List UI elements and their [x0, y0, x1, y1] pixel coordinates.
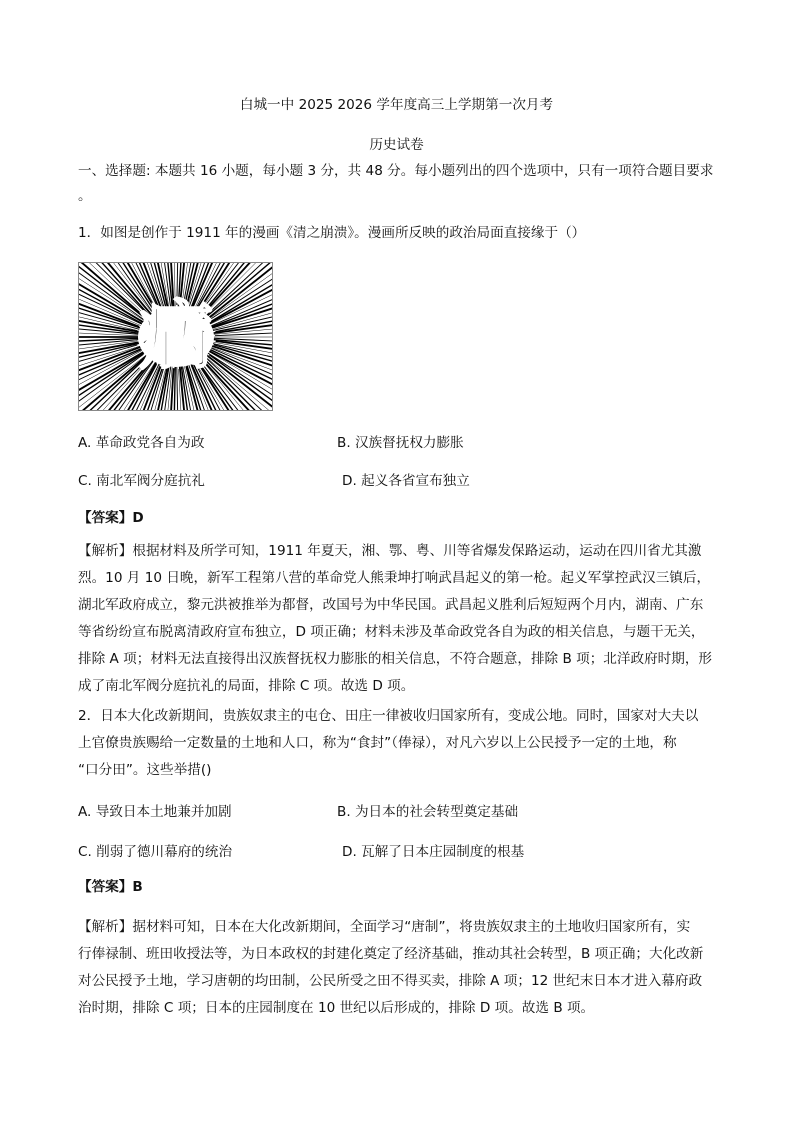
q2-answer: 【答案】B [78, 879, 143, 895]
question-1-stem: 1．如图是创作于 1911 年的漫画《清之崩溃》。漫画所反映的政治局面直接缘于（） [78, 225, 586, 241]
question-2-stem: 2．日本大化改新期间，贵族奴隶主的屯仓、田庄一律被收归国家所有，变成公地。同时，国家对大夫以 [78, 708, 699, 724]
q2-analysis-line: 治时期，排除 C 项；日本的庄园制度在 10 世纪以后形成的，排除 D 项。故选 B 项。 [78, 1000, 595, 1016]
q1-analysis-line: 湖北军政府成立，黎元洪被推举为都督，改国号为中华民国。武昌起义胜利后短短两个月内，湖南、广东 [78, 597, 704, 613]
cartoon-image [78, 262, 273, 411]
q1-analysis-line: 排除 A 项；材料无法直接得出汉族督抚权力膨胀的相关信息，不符合题意，排除 B 项；北洋政府时期，形 [78, 651, 713, 667]
q1-option-c: C. 南北军阀分庭抗礼 [78, 473, 205, 489]
q2-analysis-line: 行俸禄制、班田收授法等，为日本政权的封建化奠定了经济基础，推动其社会转型，B 项正确；大化改新 [78, 946, 704, 962]
cartoon-character: 病 [139, 293, 213, 379]
question-2-stem: “口分田”。这些举措() [78, 762, 212, 778]
cartoon-burst-graphic [79, 263, 273, 411]
q1-option-b: B. 汉族督抚权力膨胀 [337, 435, 464, 451]
q1-analysis-line: 烈。10 月 10 日晚，新军工程第八营的革命党人熊秉坤打响武昌起义的第一枪。起义军掌控武汉三镇后， [78, 570, 711, 586]
q1-option-d: D. 起义各省宣布独立 [342, 473, 470, 489]
q1-analysis-line: 成了南北军阀分庭抗礼的局面，排除 C 项。故选 D 项。 [78, 678, 415, 694]
q1-option-a: A. 革命政党各自为政 [78, 435, 205, 451]
section-instructions: 一、选择题: 本题共 16 小题，每小题 3 分，共 48 分。每小题列出的四个选项中，只有一项符合题目要求 [78, 163, 714, 179]
q1-analysis-line: 等省纷纷宣布脱离清政府宣布独立，D 项正确；材料未涉及革命政党各自为政的相关信息，与题干无关， [78, 624, 705, 640]
q2-analysis-line: 【解析】据材料可知，日本在大化改新期间，全面学习“唐制”，将贵族奴隶主的土地收归国家所有，实 [78, 919, 691, 935]
question-2-stem: 上官僚贵族赐给一定数量的土地和人口，称为“食封”（俸禄），对凡六岁以上公民授予一定的土地，称 [78, 735, 677, 751]
q2-option-b: B. 为日本的社会转型奠定基础 [337, 804, 519, 820]
q1-answer: 【答案】D [78, 510, 144, 526]
exam-subject: 历史试卷 [369, 137, 424, 153]
q2-analysis-line: 对公民授予土地，学习唐朝的均田制，公民所受之田不得买卖，排除 A 项；12 世纪末日本才进入幕府政 [78, 973, 703, 989]
q2-option-c: C. 削弱了德川幕府的统治 [78, 844, 233, 860]
exam-title: 白城一中 2025 2026 学年度高三上学期第一次月考 [239, 97, 554, 113]
q2-option-d: D. 瓦解了日本庄园制度的根基 [342, 844, 525, 860]
q2-option-a: A. 导致日本土地兼并加剧 [78, 804, 232, 820]
section-instructions-end: 。 [78, 188, 92, 204]
q1-analysis-line: 【解析】根据材料及所学可知，1911 年夏天，湘、鄂、粤、川等省爆发保路运动，运动在四川省尤其激 [78, 543, 702, 559]
